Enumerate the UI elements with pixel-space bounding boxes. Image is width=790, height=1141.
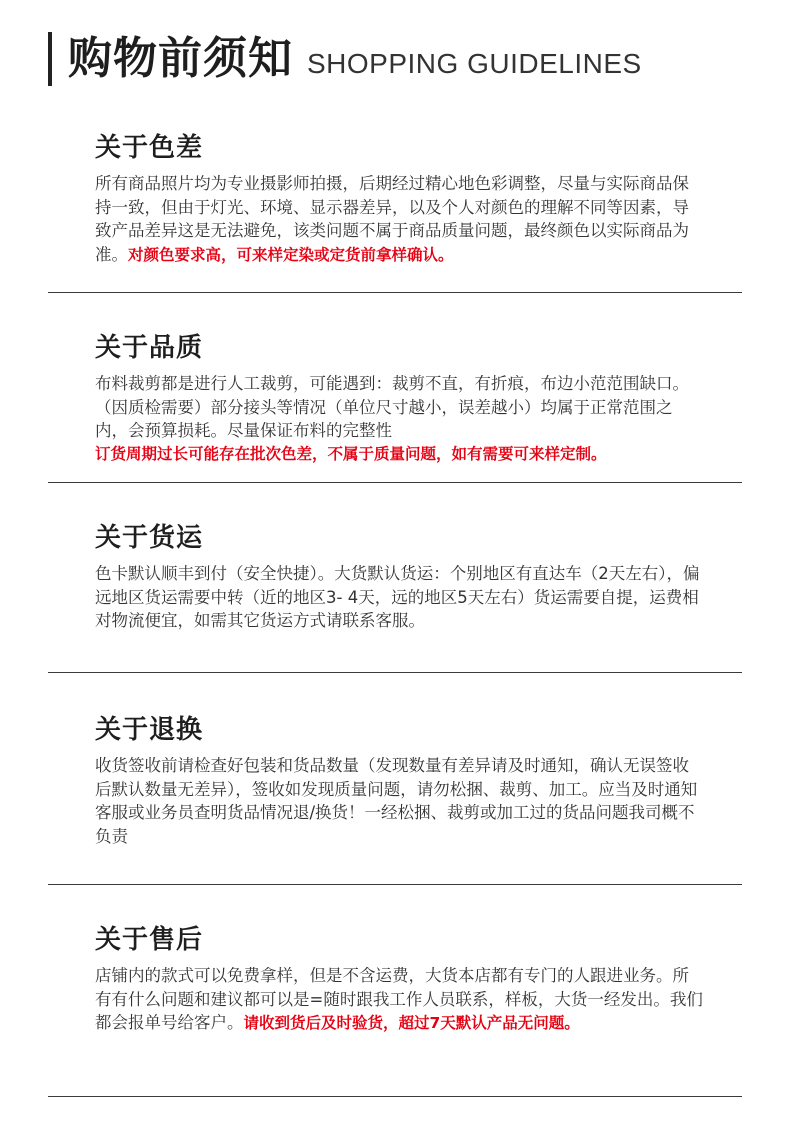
header-accent-bar xyxy=(48,32,52,86)
page-subtitle: SHOPPING GUIDELINES xyxy=(307,48,642,79)
section-divider xyxy=(48,884,742,885)
section-title: 关于退换 xyxy=(95,715,204,745)
section-highlight: 对颜色要求高，可来样定染或定货前拿样确认。 xyxy=(128,245,454,264)
section-title: 关于品质 xyxy=(95,333,204,363)
section-text: 布料裁剪都是进行人工裁剪，可能遇到：裁剪不直，有折痕，布边小范范围缺口。（因质检需要）部分接头等情况（单位尺寸越小，误差越小）均属于正常范围之内，会预算损耗。尽量保证布料的完整性 xyxy=(95,374,689,441)
section-body xyxy=(95,964,705,1036)
section-body xyxy=(95,754,705,848)
section-returns xyxy=(95,712,705,848)
section-text: 色卡默认顺丰到付（安全快捷）。大货默认货运：个别地区有直达车（2天左右），偏远地区货运需要中转（近的地区3- 4天，远的地区5天左右）货运需要自提，运费相对物流便宜，如需其它货运方式请联系客服。 xyxy=(95,564,700,631)
section-title: 关于色差 xyxy=(95,133,204,163)
section-divider xyxy=(48,292,742,293)
section-divider xyxy=(48,482,742,483)
section-body xyxy=(95,562,705,633)
section-divider xyxy=(48,1096,742,1097)
section-title: 关于售后 xyxy=(95,925,204,955)
section-highlight: 订货周期过长可能存在批次色差，不属于质量问题，如有需要可来样定制。 xyxy=(95,444,607,463)
section-title: 关于货运 xyxy=(95,523,204,553)
section-divider xyxy=(48,672,742,673)
section-body xyxy=(95,372,705,466)
page-header xyxy=(48,32,642,86)
section-body xyxy=(95,172,705,267)
section-quality xyxy=(95,330,705,466)
section-text: 收货签收前请检查好包装和货品数量（发现数量有差异请及时通知，确认无误签收后默认数量无差异），签收如发现质量问题，请勿松捆、裁剪、加工。应当及时通知客服或业务员查明货品情况退/换货！一经松捆、裁剪或加工过的货品问题我司概不负责 xyxy=(95,756,698,846)
section-text: 所有商品照片均为专业摄影师拍摄，后期经过精心地色彩调整，尽量与实际商品保持一致，但由于灯光、环境、显示器差异，以及个人对颜色的理解不同等因素，导致产品差异这是无法避免，该类问题不属于商品质量问题，最终颜色以实际商品为准。 xyxy=(95,174,689,264)
section-after-sales xyxy=(95,922,705,1036)
page-title: 购物前须知 xyxy=(68,33,293,84)
section-shipping xyxy=(95,520,705,633)
section-text: 店铺内的款式可以免费拿样，但是不含运费，大货本店都有专门的人跟进业务。所有有什么问题和建议都可以是=随时跟我工作人员联系，样板，大货一经发出。我们都会报单号给客户。 xyxy=(95,966,703,1033)
section-highlight: 请收到货后及时验货，超过7天默认产品无问题。 xyxy=(243,1014,580,1033)
section-color-difference xyxy=(95,130,705,267)
